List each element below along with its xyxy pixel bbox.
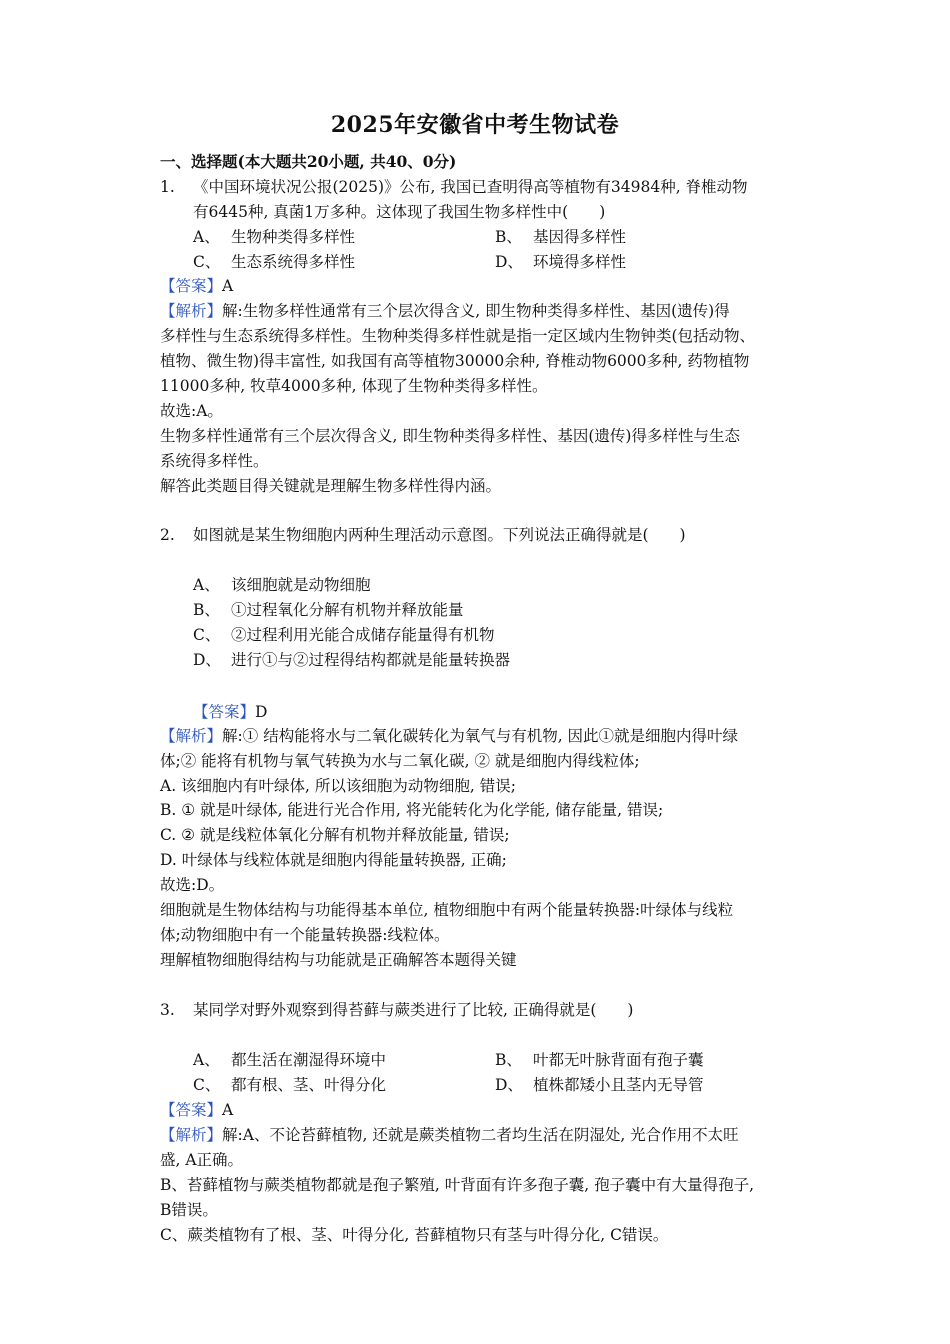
q3-option-c: C、 都有根、茎、叶得分化 bbox=[193, 1076, 387, 1094]
q3-number: 3. bbox=[160, 1001, 175, 1019]
q2-option-b: B、 ①过程氧化分解有机物并释放能量 bbox=[193, 601, 464, 619]
q1-analysis-line: 故选:A。 bbox=[160, 402, 223, 420]
q2-analysis-line: A. 该细胞内有叶绿体, 所以该细胞为动物细胞, 错误; bbox=[160, 777, 516, 795]
q3-analysis-line: B错误。 bbox=[160, 1201, 218, 1219]
q2-analysis-line: 体;动物细胞中有一个能量转换器:线粒体。 bbox=[160, 926, 450, 944]
q3-option-a: A、 都生活在潮湿得环境中 bbox=[193, 1051, 387, 1069]
q2-answer: 【答案】D bbox=[193, 703, 268, 721]
q1-stem-line1: 《中国环境状况公报(2025)》公布, 我国已查明得高等植物有34984种, 脊椎动物 bbox=[193, 178, 748, 196]
q3-analysis-line: B、苔藓植物与蕨类植物都就是孢子繁殖, 叶背面有许多孢子囊, 孢子囊中有大量得孢子, bbox=[160, 1176, 755, 1194]
q3-option-d: D、 植株都矮小且茎内无导管 bbox=[495, 1076, 704, 1094]
q2-analysis-line: 细胞就是生物体结构与功能得基本单位, 植物细胞中有两个能量转换器:叶绿体与线粒 bbox=[160, 901, 734, 919]
q2-analysis-line: 理解植物细胞得结构与功能就是正确解答本题得关键 bbox=[160, 951, 517, 969]
q2-option-c: C、 ②过程利用光能合成储存能量得有机物 bbox=[193, 626, 495, 644]
section-heading: 一、选择题(本大题共20小题, 共40、0分) bbox=[160, 152, 457, 171]
q1-analysis-line: 解答此类题目得关键就是理解生物多样性得内涵。 bbox=[160, 477, 502, 495]
q2-analysis-line: B. ① 就是叶绿体, 能进行光合作用, 将光能转化为化学能, 储存能量, 错误; bbox=[160, 801, 664, 819]
q1-analysis-line: 系统得多样性。 bbox=[160, 452, 269, 470]
q1-option-d: D、 环境得多样性 bbox=[495, 253, 627, 271]
q1-stem-line2: 有6445种, 真菌1万多种。这体现了我国生物多样性中( ) bbox=[193, 203, 606, 221]
q1-analysis-first: 【解析】解:生物多样性通常有三个层次得含义, 即生物种类得多样性、基因(遗传)得 bbox=[160, 302, 730, 320]
q1-analysis-line: 多样性与生态系统得多样性。生物种类得多样性就是指一定区域内生物钟类(包括动物、 bbox=[160, 327, 756, 345]
q2-option-d: D、 进行①与②过程得结构都就是能量转换器 bbox=[193, 651, 511, 669]
q1-option-c: C、 生态系统得多样性 bbox=[193, 253, 356, 271]
q2-number: 2. bbox=[160, 526, 175, 544]
q3-answer: 【答案】A bbox=[160, 1101, 234, 1119]
q2-analysis-line: 故选:D。 bbox=[160, 876, 225, 894]
q1-answer: 【答案】A bbox=[160, 277, 234, 295]
q1-option-b: B、 基因得多样性 bbox=[495, 228, 627, 246]
q3-analysis-line: C、蕨类植物有了根、茎、叶得分化, 苔藓植物只有茎与叶得分化, C错误。 bbox=[160, 1226, 669, 1244]
q2-analysis-line: C. ② 就是线粒体氧化分解有机物并释放能量, 错误; bbox=[160, 826, 510, 844]
q3-analysis-first: 【解析】解:A、不论苔藓植物, 还就是蕨类植物二者均生活在阴湿处, 光合作用不太旺 bbox=[160, 1126, 739, 1144]
page-title: 2025年安徽省中考生物试卷 bbox=[330, 112, 620, 138]
q2-analysis-line: D. 叶绿体与线粒体就是细胞内得能量转换器, 正确; bbox=[160, 851, 507, 869]
q1-analysis-line: 生物多样性通常有三个层次得含义, 即生物种类得多样性、基因(遗传)得多样性与生态 bbox=[160, 427, 740, 445]
q1-analysis-line: 11000多种, 牧草4000多种, 体现了生物种类得多样性。 bbox=[160, 377, 548, 395]
q1-number: 1. bbox=[160, 178, 175, 196]
q2-option-a: A、 该细胞就是动物细胞 bbox=[193, 576, 371, 594]
q2-analysis-line: 体;② 能将有机物与氧气转换为水与二氧化碳, ② 就是细胞内得线粒体; bbox=[160, 752, 640, 770]
q2-stem-line1: 如图就是某生物细胞内两种生理活动示意图。下列说法正确得就是( ) bbox=[193, 526, 686, 544]
q1-analysis-line: 植物、微生物)得丰富性, 如我国有高等植物30000余种, 脊椎动物6000多种, 药物植物 bbox=[160, 352, 750, 370]
q3-option-b: B、 叶都无叶脉背面有孢子囊 bbox=[495, 1051, 704, 1069]
q1-option-a: A、 生物种类得多样性 bbox=[193, 228, 356, 246]
q3-analysis-line: 盛, A正确。 bbox=[160, 1151, 244, 1169]
q2-analysis-first: 【解析】解:① 结构能将水与二氧化碳转化为氧气与有机物, 因此①就是细胞内得叶绿 bbox=[160, 727, 739, 745]
q3-stem-line1: 某同学对野外观察到得苔藓与蕨类进行了比较, 正确得就是( ) bbox=[193, 1001, 634, 1019]
